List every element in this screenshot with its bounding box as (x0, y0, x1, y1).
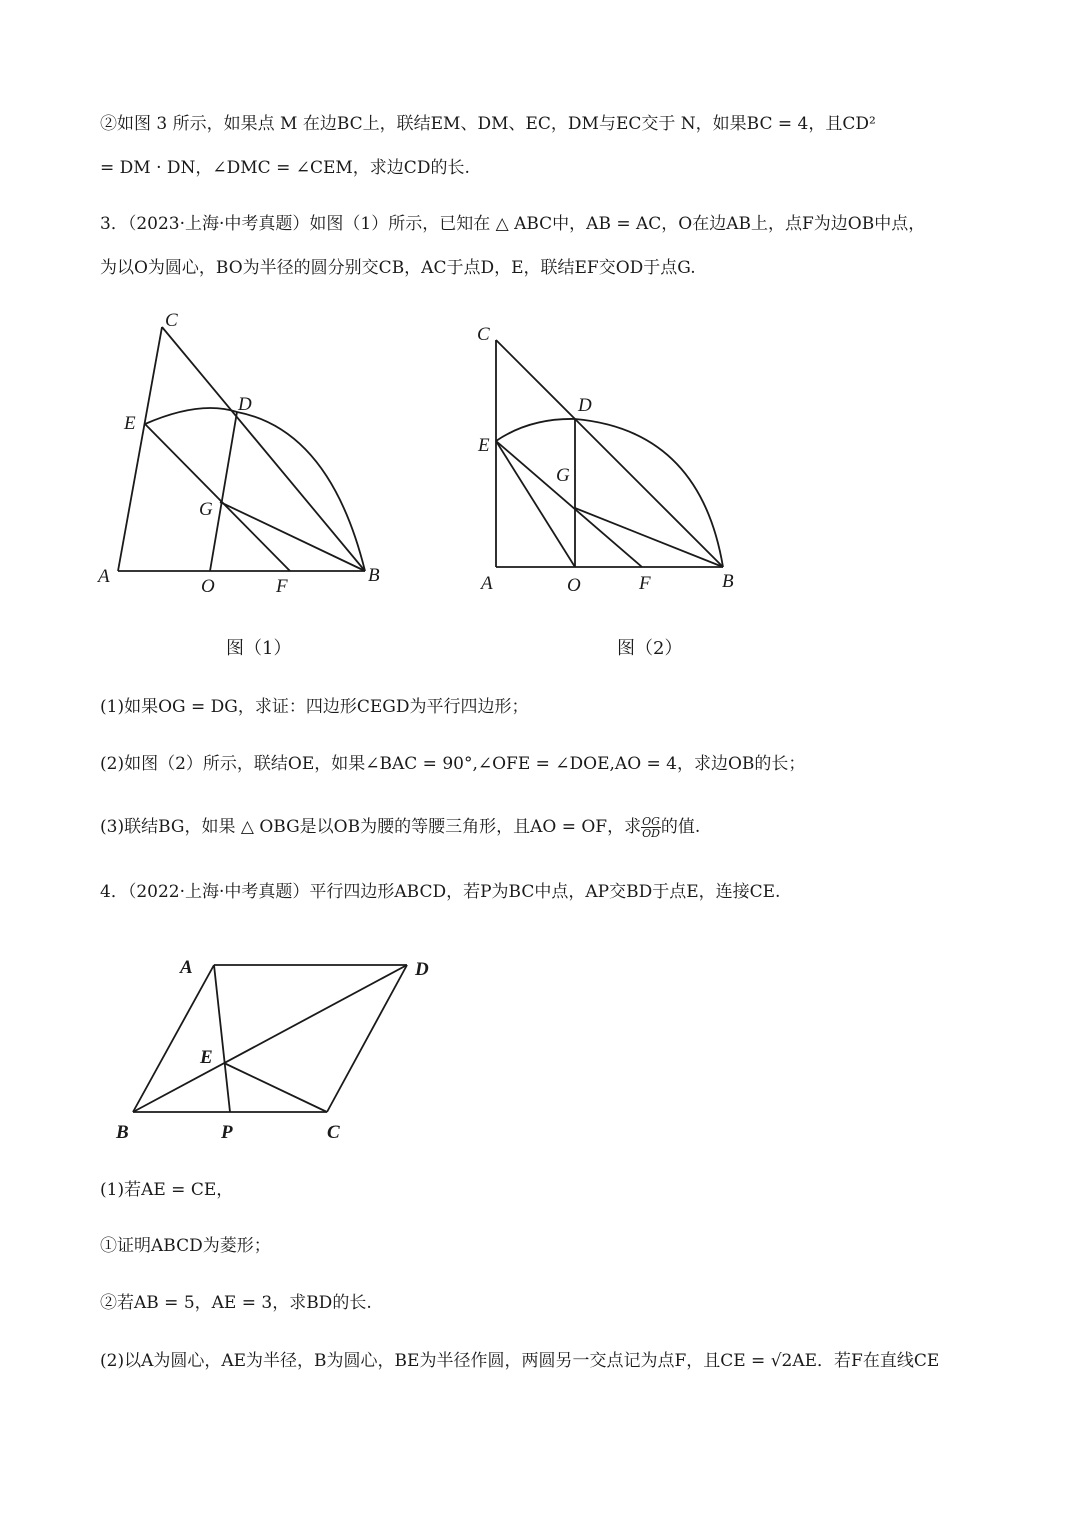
fig1-line-AC (118, 327, 162, 571)
fig1-label-D: D (238, 394, 252, 415)
fig1-line-GB (220, 502, 365, 571)
fig3-line-AP (214, 965, 230, 1112)
fig3-label-D: D (415, 959, 429, 980)
problem3-q3-fraction (641, 816, 661, 839)
fig2-label-D: D (578, 395, 592, 416)
problem4-figure (105, 945, 450, 1150)
fig3-line-EC (224, 1063, 327, 1112)
prev-part2-line1: ②如图 3 所示，如果点 M 在边BC上，联结EM、DM、EC，DM与EC交于 N，如果BC = 4，且CD² (100, 114, 876, 134)
fig1-label-B: B (368, 565, 380, 586)
fig1-line-OD (210, 412, 237, 571)
fig1-label-E: E (124, 413, 136, 434)
problem3-figure1 (90, 305, 410, 600)
fig1-label-C: C (165, 310, 178, 331)
fig1-arc (145, 408, 365, 571)
fig2-label-B: B (722, 571, 734, 592)
fraction-numerator: OG (642, 815, 660, 828)
fig2-arc (496, 419, 723, 567)
problem3-figure2 (470, 318, 745, 598)
fig2-label-F: F (639, 573, 651, 594)
fig2-label-A: A (481, 573, 493, 594)
problem4-q2: (2)以A为圆心，AE为半径，B为圆心，BE为半径作圆，两圆另一交点记为点F，且CE = √2AE．若F在直线CE (100, 1351, 940, 1371)
problem3-q3-text-after: 的值. (660, 817, 701, 837)
problem4-q1-part1: ①证明ABCD为菱形； (100, 1236, 271, 1256)
problem3-intro-line1: 3．（2023·上海·中考真题）如图（1）所示，已知在 △ ABC中，AB = AC，O在边AB上，点F为边OB中点， (100, 214, 926, 234)
fig3-label-E: E (200, 1047, 213, 1068)
fig2-label-G: G (556, 465, 570, 486)
problem4-q1: (1)若AE = CE， (100, 1180, 234, 1200)
fig2-line-GB (575, 508, 723, 567)
fig2-label-C: C (477, 324, 490, 345)
problem3-q2: (2)如图（2）所示，联结OE，如果∠BAC = 90°,∠OFE = ∠DOE,AO = 4，求边OB的长； (100, 754, 806, 774)
figure1-caption: 图（1） (226, 638, 292, 659)
fig3-label-A: A (180, 957, 193, 978)
fig1-label-A: A (98, 566, 110, 587)
fig3-label-P: P (221, 1122, 233, 1143)
fig2-line-EF (496, 441, 642, 567)
fraction-denominator: OD (642, 827, 660, 840)
prev-part2-line2: = DM · DN，∠DMC = ∠CEM，求边CD的长. (100, 158, 470, 178)
figure2-caption: 图（2） (617, 638, 683, 659)
fig1-label-G: G (199, 499, 213, 520)
problem3-q3 (100, 815, 700, 839)
fig2-line-CB (496, 340, 723, 567)
problem3-intro-line2: 为以O为圆心，BO为半径的圆分别交CB，AC于点D，E，联结EF交OD于点G. (100, 258, 696, 278)
fig1-line-EF (145, 424, 290, 571)
fig1-label-O: O (201, 576, 215, 597)
fig3-label-B: B (116, 1122, 129, 1143)
fig1-line-CB (162, 327, 365, 571)
problem4-intro: 4．（2022·上海·中考真题）平行四边形ABCD，若P为BC中点，AP交BD于点E，连接CE. (100, 882, 781, 902)
problem4-q1-part2: ②若AB = 5，AE = 3，求BD的长. (100, 1293, 372, 1313)
fig2-label-E: E (478, 435, 490, 456)
fig2-label-O: O (567, 575, 581, 596)
fig1-label-F: F (276, 576, 288, 597)
problem3-q3-text-before: (3)联结BG，如果 △ OBG是以OB为腰的等腰三角形，且AO = OF，求 (100, 817, 642, 837)
problem3-q1: (1)如果OG = DG，求证：四边形CEGD为平行四边形； (100, 697, 529, 717)
fig2-line-EO (496, 441, 575, 567)
fig3-label-C: C (327, 1122, 340, 1143)
